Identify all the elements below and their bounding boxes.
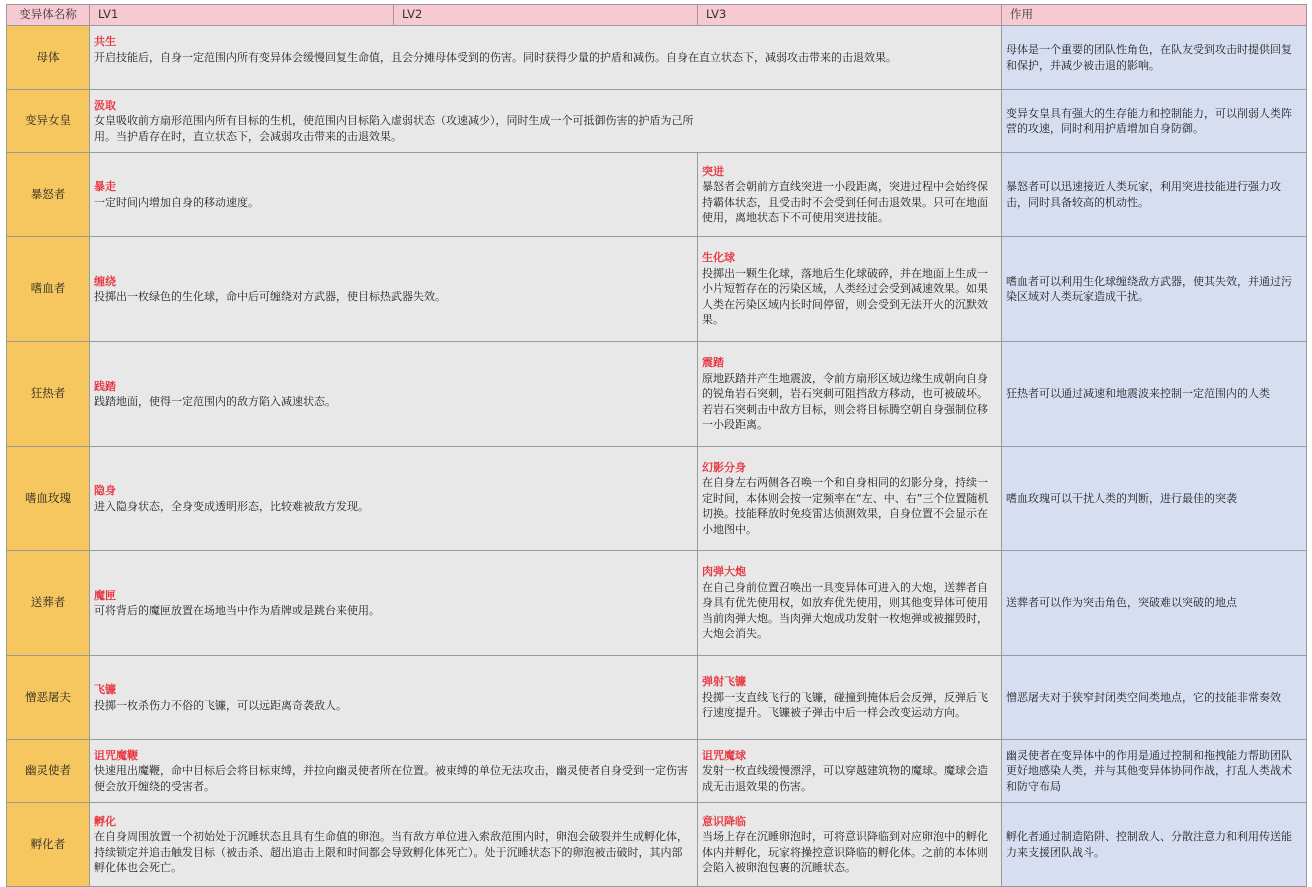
lv1-skill-name: 孵化: [94, 814, 116, 828]
mutant-name[interactable]: 嗜血者: [7, 237, 90, 342]
table-row: [7, 90, 1307, 153]
role-cell[interactable]: 憎恶屠夫对于狭窄封闭类空间类地点，它的技能非常奏效: [1002, 656, 1307, 740]
lv1-skill-name: 汲取: [94, 98, 116, 112]
lv1-skill-desc: 在自身周围放置一个初始处于沉睡状态且具有生命值的卵泡。当有敌方单位进入索敌范围内时，卵泡会破裂并生成孵化体，持续锁定并追击触发目标（被击杀、超出追击上限和时间都会导致孵化体死亡）。处于沉睡状态下的卵泡被击破时，其内部孵化体也会死亡。: [94, 830, 688, 874]
lv3-cell[interactable]: [698, 153, 1002, 237]
table-row: [7, 740, 1307, 803]
lv3-skill-desc: 当场上存在沉睡卵泡时，可将意识降临到对应卵泡中的孵化体内并孵化，玩家将操控意识降临的孵化体。之前的本体则会陷入被卵泡包裹的沉睡状态。: [702, 830, 988, 874]
header-row: [7, 5, 1307, 26]
role-cell[interactable]: 嗜血者可以利用生化球缠绕敌方武器，使其失效，并通过污染区域对人类玩家造成干扰。: [1002, 237, 1307, 342]
lv1-skill-desc: 践踏地面，使得一定范围内的敌方陷入减速状态。: [94, 395, 336, 408]
lv1-skill-name: 践踏: [94, 379, 116, 393]
lv1-skill-desc: 进入隐身状态，全身变成透明形态，比较难被敌方发现。: [94, 499, 369, 513]
mutant-name[interactable]: 母体: [7, 26, 90, 90]
mutant-name[interactable]: 暴怒者: [7, 153, 90, 237]
lv1-skill-desc: 快速甩出魔鞭，命中目标后会将目标束缚，并拉向幽灵使者所在位置。被束缚的单位无法攻击，幽灵使者自身受到一定伤害便会放开缠绕的受害者。: [94, 764, 688, 793]
lv1-skill-name: 诅咒魔鞭: [94, 748, 138, 762]
lv3-cell[interactable]: [698, 447, 1002, 551]
lv1-skill-name: 魔匣: [94, 588, 116, 602]
lv3-skill-desc: 发射一枚直线缓慢漂浮，可以穿越建筑物的魔球。魔球会造成无击退效果的伤害。: [702, 764, 988, 793]
header-role[interactable]: 作用: [1002, 5, 1307, 26]
table-row: [7, 153, 1307, 237]
role-cell[interactable]: 嗜血玫瑰可以干扰人类的判断，进行最佳的突袭: [1002, 447, 1307, 551]
lv1-cell[interactable]: [90, 656, 698, 740]
table-row: [7, 803, 1307, 887]
table-row: [7, 447, 1307, 551]
lv1-skill-name: 共生: [94, 35, 116, 49]
table-row: [7, 342, 1307, 447]
lv3-cell[interactable]: [698, 740, 1002, 803]
lv3-skill-name: 突进: [702, 164, 724, 178]
lv1-skill-name: 缠绕: [94, 274, 116, 288]
lv1-skill-name: 暴走: [94, 180, 116, 193]
lv1-skill-desc: 女皇吸收前方扇形范围内所有目标的生机，使范围内目标陷入虚弱状态（攻速减少），同时生成一个可抵御伤害的护盾为己所用。当护盾存在时，直立状态下，会减弱攻击带来的击退效果。: [94, 114, 694, 143]
lv3-skill-name: 弹射飞镰: [702, 675, 746, 689]
lv3-skill-desc: 在自身左右两侧各召唤一个和自身相同的幻影分身，持续一定时间，本体则会按一定频率在“左、中、右”三个位置随机切换。技能释放时免疫雷达侦测效果，自身位置不会显示在小地图中。: [702, 476, 989, 536]
lv3-skill-name: 震踏: [702, 356, 724, 370]
mutant-name[interactable]: 幽灵使者: [7, 740, 90, 803]
lv3-skill-name: 肉弹大炮: [702, 565, 746, 579]
header-lv3[interactable]: LV3: [698, 5, 1002, 26]
lv1-cell[interactable]: [90, 342, 698, 447]
role-cell[interactable]: 母体是一个重要的团队性角色，在队友受到攻击时提供回复和保护，并减少被击退的影响。: [1002, 26, 1307, 90]
lv1-skill-desc: 一定时间内增加自身的移动速度。: [94, 195, 259, 209]
lv1-cell[interactable]: [90, 90, 1002, 153]
table-row: [7, 656, 1307, 740]
lv1-skill-desc: 开启技能后，自身一定范围内所有变异体会缓慢回复生命值，且会分摊母体受到的伤害。同时获得少量的护盾和减伤。自身在直立状态下，减弱攻击带来的击退效果。: [94, 50, 897, 64]
mutant-skill-table: [6, 4, 1307, 887]
lv3-cell[interactable]: [698, 342, 1002, 447]
lv3-skill-desc: 原地跃踏并产生地震波，令前方扇形区域边缘生成朝向自身的锐角岩石突刺，岩石突刺可阻挡敌方移动，也可被破坏。若岩石突刺击中敌方目标，则会将目标腾空朝自身强制位移一小段距离。: [702, 371, 988, 432]
mutant-name[interactable]: 嗜血玫瑰: [7, 447, 90, 551]
role-cell[interactable]: 变异女皇具有强大的生存能力和控制能力，可以削弱人类阵营的攻速，同时利用护盾增加自身防御。: [1002, 90, 1307, 153]
lv3-cell[interactable]: [698, 803, 1002, 887]
role-cell[interactable]: 幽灵使者在变异体中的作用是通过控制和拖拽能力帮助团队更好地感染人类，并与其他变异体协同作战，打乱人类战术和防守布局: [1002, 740, 1307, 803]
lv3-cell[interactable]: [698, 551, 1002, 656]
role-cell[interactable]: 孵化者通过制造陷阱、控制敌人、分散注意力和利用传送能力来支援团队战斗。: [1002, 803, 1307, 887]
header-lv1[interactable]: LV1: [90, 5, 394, 26]
lv1-skill-desc: 投掷一枚杀伤力不俗的飞镰，可以远距离奇袭敌人。: [94, 698, 347, 712]
lv3-cell[interactable]: [698, 656, 1002, 740]
lv3-skill-name: 生化球: [702, 251, 735, 265]
role-cell[interactable]: 狂热者可以通过减速和地震波来控制一定范围内的人类: [1002, 342, 1307, 447]
header-name[interactable]: 变异体名称: [7, 5, 90, 26]
mutant-name[interactable]: 憎恶屠夫: [7, 656, 90, 740]
lv1-cell[interactable]: [90, 237, 698, 342]
lv3-skill-name: 意识降临: [702, 814, 746, 828]
lv1-cell[interactable]: [90, 551, 698, 656]
role-cell[interactable]: 暴怒者可以迅速接近人类玩家，利用突进技能进行强力攻击，同时具备较高的机动性。: [1002, 153, 1307, 237]
table-row: [7, 237, 1307, 342]
lv1-cell[interactable]: [90, 153, 698, 237]
header-lv2[interactable]: LV2: [394, 5, 698, 26]
table-row: [7, 551, 1307, 656]
mutant-name[interactable]: 变异女皇: [7, 90, 90, 153]
lv1-skill-name: 飞镰: [94, 683, 116, 696]
lv1-skill-desc: 可将背后的魔匣放置在场地当中作为盾牌或是跳台来使用。: [94, 604, 380, 617]
lv1-cell[interactable]: [90, 26, 1002, 90]
lv1-skill-name: 隐身: [94, 484, 116, 497]
table-row: [7, 26, 1307, 90]
lv1-cell[interactable]: [90, 740, 698, 803]
lv3-skill-desc: 投掷出一颗生化球，落地后生化球破碎，并在地面上生成一小片短暂存在的污染区域，人类经过会受到减速效果。如果人类在污染区域内长时间停留，则会受到无法开火的沉默效果。: [702, 266, 988, 327]
mutant-name[interactable]: 狂热者: [7, 342, 90, 447]
mutant-name[interactable]: 送葬者: [7, 551, 90, 656]
lv3-skill-desc: 暴怒者会朝前方直线突进一小段距离，突进过程中会始终保持霸体状态，且受击时不会受到任何击退效果。只可在地面使用，离地状态下不可使用突进技能。: [702, 180, 988, 224]
mutant-name[interactable]: 孵化者: [7, 803, 90, 887]
lv3-skill-name: 诅咒魔球: [702, 748, 746, 762]
lv3-skill-name: 幻影分身: [702, 460, 746, 474]
lv1-cell[interactable]: [90, 447, 698, 551]
lv1-cell[interactable]: [90, 803, 698, 887]
lv1-skill-desc: 投掷出一枚绿色的生化球，命中后可缠绕对方武器，使目标热武器失效。: [94, 290, 446, 303]
role-cell[interactable]: 送葬者可以作为突击角色，突破难以突破的地点: [1002, 551, 1307, 656]
lv3-cell[interactable]: [698, 237, 1002, 342]
lv3-skill-desc: 在自己身前位置召唤出一具变异体可进入的大炮，送葬者自身具有优先使用权，如放弃优先使用，则其他变异体可使用当前肉弹大炮。当肉弹大炮成功发射一枚炮弹或被摧毁时，大炮会消失。: [702, 580, 988, 641]
lv3-skill-desc: 投掷一支直线飞行的飞镰，碰撞到掩体后会反弹，反弹后飞行速度提升。飞镰被子弹击中后一样会改变运动方向。: [702, 690, 988, 720]
